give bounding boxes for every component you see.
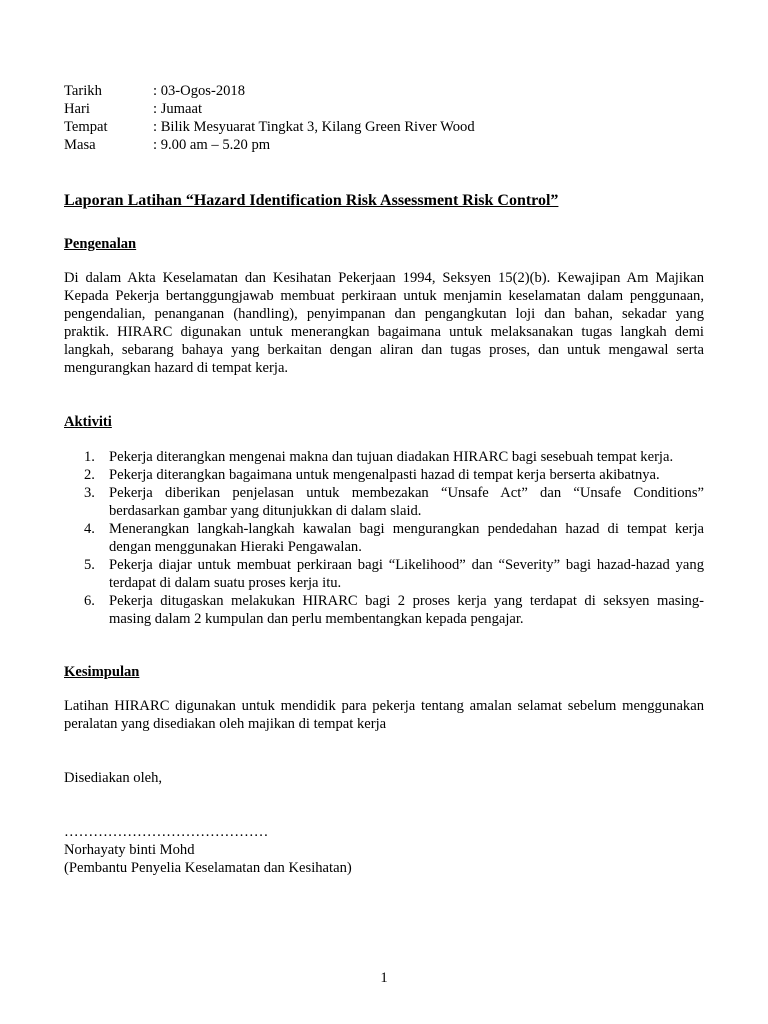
paragraph-line: pengendalian, penanganan (handling), penyimpanan dan pengangkutan loji dan bahan, sekadar yang	[64, 306, 704, 322]
list-item-text: masing dalam 2 kumpulan dan perlu membentangkan kepada pengajar.	[109, 611, 524, 627]
list-item-text: Pekerja diajar untuk membuat perkiraan bagi “Likelihood” dan “Severity” bagi hazad-hazad yang	[109, 557, 704, 573]
meta-row-place	[64, 118, 704, 136]
list-item-text: berdasarkan gambar yang ditunjukkan di dalam slaid.	[109, 503, 422, 519]
meta-label: Tarikh	[64, 83, 102, 99]
introduction-heading: Pengenalan	[64, 236, 137, 252]
list-item	[64, 466, 704, 484]
paragraph-line: langkah, sebarang bahaya yang berkaitan dengan aliran dan tugas proses, dan untuk mengawal serta	[64, 342, 704, 358]
meta-label: Hari	[64, 101, 90, 117]
list-item-number: 3.	[84, 485, 95, 501]
paragraph-line: Di dalam Akta Keselamatan dan Kesihatan Pekerjaan 1994, Seksyen 15(2)(b). Kewajipan Am Majikan	[64, 270, 704, 286]
introduction-paragraph	[64, 269, 704, 377]
list-item-text: Pekerja diterangkan bagaimana untuk mengenalpasti hazad di tempat kerja berserta akibatnya.	[109, 467, 660, 483]
list-item-text: Menerangkan langkah-langkah kawalan bagi mengurangkan pendedahan hazad di tempat kerja	[109, 521, 704, 537]
list-item	[64, 592, 704, 628]
list-item-number: 4.	[84, 521, 95, 537]
meta-row-day	[64, 100, 704, 118]
meta-row-time	[64, 136, 704, 154]
list-item	[64, 448, 704, 466]
list-item-number: 1.	[84, 449, 95, 465]
meta-label: Tempat	[64, 119, 108, 135]
paragraph-line: peralatan yang disediakan oleh majikan di tempat kerja	[64, 716, 387, 732]
activities-list	[64, 448, 704, 628]
list-item-text: terdapat di dalam suatu proses kerja itu.	[109, 575, 342, 591]
report-title: Laporan Latihan “Hazard Identification Risk Assessment Risk Control”	[64, 192, 559, 209]
list-item	[64, 520, 704, 556]
list-item-text: Pekerja ditugaskan melakukan HIRARC bagi 2 proses kerja yang terdapat di seksyen masing-	[109, 593, 704, 609]
meta-block	[64, 82, 704, 154]
paragraph-line: mengurangkan hazard di tempat kerja.	[64, 360, 289, 376]
prepared-by: Disediakan oleh,	[64, 770, 163, 786]
list-item-text: Pekerja diberikan penjelasan untuk membezakan “Unsafe Act” dan “Unsafe Conditions”	[109, 485, 704, 501]
list-item-text: Pekerja diterangkan mengenai makna dan tujuan diadakan HIRARC bagi sesebuah tempat kerja.	[109, 449, 674, 465]
meta-value: : Jumaat	[153, 101, 203, 117]
paragraph-line: praktik. HIRARC digunakan untuk menerangkan bagaimana untuk melaksanakan tugas langkah demi	[64, 324, 704, 340]
signature-line: ……………………………………	[64, 824, 269, 840]
conclusion-paragraph	[64, 697, 704, 733]
list-item	[64, 556, 704, 592]
list-item-number: 6.	[84, 593, 95, 609]
list-item	[64, 484, 704, 520]
meta-value: : Bilik Mesyuarat Tingkat 3, Kilang Green River Wood	[153, 119, 475, 135]
list-item-number: 2.	[84, 467, 95, 483]
signatory-position: (Pembantu Penyelia Keselamatan dan Kesihatan)	[64, 860, 352, 876]
paragraph-line: Latihan HIRARC digunakan untuk mendidik para pekerja tentang amalan selamat sebelum menggunakan	[64, 698, 704, 714]
list-item-text: dengan menggunakan Hieraki Pengawalan.	[109, 539, 362, 555]
list-item-number: 5.	[84, 557, 95, 573]
meta-label: Masa	[64, 137, 96, 153]
meta-value: : 9.00 am – 5.20 pm	[153, 137, 271, 153]
conclusion-heading: Kesimpulan	[64, 664, 140, 680]
activities-heading: Aktiviti	[64, 414, 112, 430]
paragraph-line: Kepada Pekerja bertanggungjawab membuat perkiraan untuk menjamin keselamatan dalam penggunaan,	[64, 288, 704, 304]
meta-value: : 03-Ogos-2018	[153, 83, 246, 99]
page-number: 1	[380, 970, 388, 986]
signature-block	[64, 823, 704, 877]
signatory-name: Norhayaty binti Mohd	[64, 842, 195, 858]
meta-row-date	[64, 82, 704, 100]
